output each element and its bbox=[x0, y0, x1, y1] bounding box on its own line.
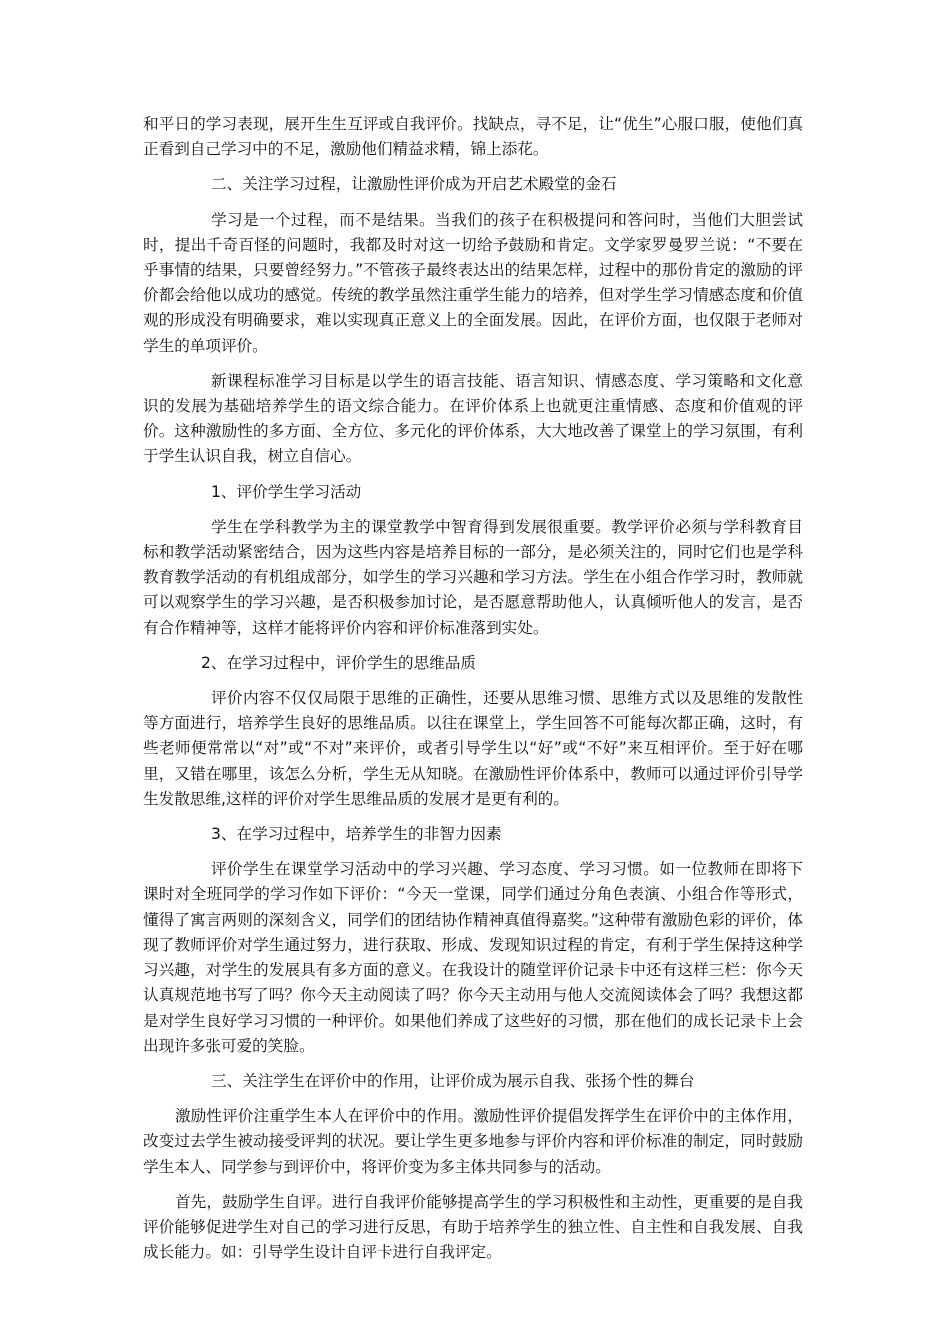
paragraph-learning-activities: 学生在学科教学为主的课堂教学中智育得到发展很重要。教学评价必须与学科教育目标和教学活动紧密结合，因为这些内容是培养目标的一部分，是必须关注的，同时它们也是学科教育教学活动的有机组成部分，如学生的学习兴趣和学习方法。学生在小组合作学习时，教师就可以观察学生的学习兴趣，是否积极参加讨论，是否愿意帮助他人，认真倾听他人的发言，是否有合作精神等，这样才能将评价内容和评价标准落到实处。 bbox=[143, 517, 803, 637]
subheading-2: 2、在学习过程中，评价学生的思维品质 bbox=[201, 653, 477, 672]
paragraph-self-evaluation: 首先，鼓励学生自评。进行自我评价能够提高学生的学习积极性和主动性，更重要的是自我评价能够促进学生对自己的学习进行反思，有助于培养学生的独立性、自主性和自我发展、自我成长能力。如：引导学生设计自评卡进行自我评定。 bbox=[143, 1192, 803, 1262]
paragraph-new-curriculum: 新课程标准学习目标是以学生的语言技能、语言知识、情感态度、学习策略和文化意识的发展为基础培养学生的语文综合能力。在评价体系上也就更注重情感、态度和价值观的评价。这种激励性的多方面、全方位、多元化的评价体系，大大地改善了课堂上的学习氛围，有利于学生认识自我，树立自信心。 bbox=[143, 371, 803, 466]
section-heading-2: 二、关注学习过程，让激励性评价成为开启艺术殿堂的金石 bbox=[211, 175, 617, 194]
paragraph-non-intellectual: 评价学生在课堂学习活动中的学习兴趣、学习态度、学习习惯。如一位教师在即将下课时对全班同学的学习作如下评价：“今天一堂课，同学们通过分角色表演、小组合作等形式，懂得了寓言两则的深刻含义，同学们的团结协作精神真值得嘉奖。”这种带有激励色彩的评价，体现了教师评价对学生通过努力，进行获取、形成、发现知识过程的肯定，有利于学生保持这种学习兴趣，对学生的发展具有多方面的意义。在我设计的随堂评价记录卡中还有这样三栏：你今天认真规范地书写了吗？你今天主动阅读了吗？你今天主动用与他人交流阅读体会了吗？我想这都是对学生良好学习习惯的一种评价。如果他们养成了这些好的习惯，那在他们的成长记录卡上会出现许多张可爱的笑脸。 bbox=[143, 860, 803, 1055]
subheading-3: 3、在学习过程中，培养学生的非智力因素 bbox=[211, 825, 502, 844]
paragraph-thinking-quality: 评价内容不仅仅局限于思维的正确性，还要从思维习惯、思维方式以及思维的发散性等方面进行，培养学生良好的思维品质。以往在课堂上，学生回答不可能每次都正确，这时，有些老师便常常以“对”或“不对”来评价，或者引导学生以“好”或“不好”来互相评价。至于好在哪里，又错在哪里，该怎么分析，学生无从知晓。在激励性评价体系中，教师可以通过评价引导学生发散思维,这样的评价对学生思维品质的发展才是更有利的。 bbox=[143, 689, 803, 808]
section-heading-3: 三、关注学生在评价中的作用，让评价成为展示自我、张扬个性的舞台 bbox=[211, 1071, 695, 1090]
document-page bbox=[143, 112, 803, 1275]
subheading-1: 1、评价学生学习活动 bbox=[211, 482, 362, 501]
paragraph-student-role: 激励性评价注重学生本人在评价中的作用。激励性评价提倡发挥学生在评价中的主体作用，改变过去学生被动接受评判的状况。要让学生更多地参与评价内容和评价标准的制定，同时鼓励学生本人、同学参与到评价中，将评价变为多主体共同参与的活动。 bbox=[143, 1107, 803, 1176]
paragraph-learning-process: 学习是一个过程，而不是结果。当我们的孩子在积极提问和答问时，当他们大胆尝试时，提出千奇百怪的问题时，我都及时对这一切给予鼓励和肯定。文学家罗曼罗兰说：“不要在乎事情的结果，只要曾经努力。”不管孩子最终表达出的结果怎样，过程中的那份肯定的激励的评价都会给他以成功的感觉。传统的教学虽然注重学生能力的培养，但对学生学习情感态度和价值观的形成没有明确要求，难以实现真正意义上的全面发展。因此，在评价方面，也仅限于老师对学生的单项评价。 bbox=[143, 210, 803, 355]
paragraph-intro: 和平日的学习表现，展开生生互评或自我评价。找缺点，寻不足，让“优生”心服口服，使他们真正看到自己学习中的不足，激励他们精益求精，锦上添花。 bbox=[143, 115, 803, 159]
